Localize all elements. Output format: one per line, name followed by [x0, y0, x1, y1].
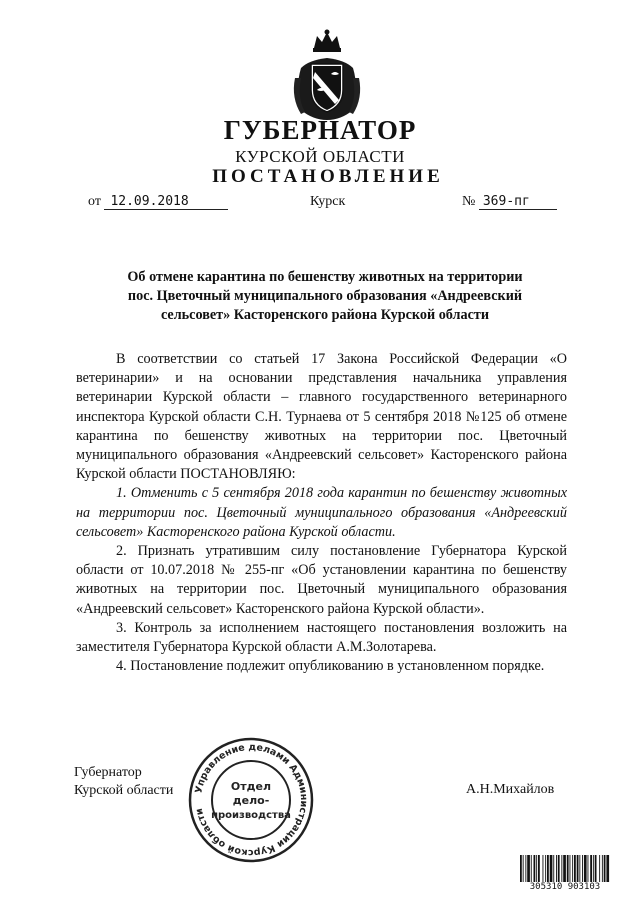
item-3: 3. Контроль за исполнением настоящего постановления возложить на заместителя Губернатора Курской области А.М.Золотарева. — [76, 619, 567, 656]
barcode-bar — [579, 855, 580, 885]
barcode-bar — [531, 855, 532, 885]
stamp-ring-text: Управление делами Администрации Курской области — [193, 741, 310, 859]
barcode-bar — [604, 855, 606, 885]
document-heading — [90, 268, 560, 325]
barcode-bar — [602, 855, 603, 885]
barcode-bar — [584, 855, 587, 885]
stamp-center-line: дело- — [232, 794, 270, 807]
document-body — [76, 350, 567, 676]
barcode-bar — [561, 855, 562, 885]
intro-paragraph: В соответствии со статьей 17 Закона Российской Федерации «О ветеринарии» и на основании представления начальника управления ветеринарии Курской области – главного государственного ветеринарного инспектора Курской области С.Н. Турнаева от 5 сентября 2018 №125 об отмене карантина по бешенству животных на территории пос. Цветочный муниципального образования «Андреевский сельсовет» Касторенского района Курской области ПОСТАНОВЛЯЮ: — [76, 351, 567, 483]
barcode-bar — [567, 855, 569, 885]
barcode-bar — [606, 855, 609, 885]
stamp-center-line: Отдел — [230, 780, 272, 793]
barcode-bar — [599, 855, 600, 885]
barcode-bar — [536, 855, 537, 885]
barcode-bar — [590, 855, 592, 885]
item-4: 4. Постановление подлежит опубликованию в установленном порядке. — [116, 658, 545, 675]
item-1: 1. Отменить с 5 сентября 2018 года карантин по бешенству животных на территории пос. Цветочный муниципального образования «Андреевский сельсовет» Касторенского района Курской области. — [76, 485, 567, 540]
barcode-bar — [543, 855, 544, 885]
document-city: Курск — [310, 194, 346, 209]
barcode-bar — [527, 855, 530, 885]
barcode-bar — [520, 855, 522, 885]
barcode-bar — [582, 855, 583, 885]
barcode-bar — [547, 855, 549, 885]
heading-line: пос. Цветочный муниципального образования «Андреевский — [127, 288, 523, 304]
date-value: 12.09.2018 — [104, 195, 228, 210]
document-type: ПОСТАНОВЛЕНИЕ — [212, 166, 444, 187]
barcode-bar — [572, 855, 573, 885]
signatory-name: А.Н.Михайлов — [466, 782, 555, 797]
barcode-bar — [534, 855, 536, 885]
barcode-bar — [523, 855, 524, 885]
signatory-position — [74, 764, 173, 800]
region-title: КУРСКОЙ ОБЛАСТИ — [235, 147, 405, 166]
number-prefix: № — [462, 194, 476, 209]
barcode-bar — [558, 855, 560, 885]
position-line: Губернатор — [74, 765, 142, 780]
item-2: 2. Признать утратившим силу постановление Губернатора Курской области от 10.07.2018 № 255-пг «Об установлении карантина по бешенству животных на территории пос. Цветочный муниципального образования «Андреевский сельсовет» Касторенского района Курской области». — [76, 543, 567, 617]
barcode-bar — [556, 855, 557, 885]
barcode-bar — [595, 855, 597, 885]
barcode-bar — [574, 855, 576, 885]
barcode-bar — [570, 855, 571, 885]
coat-of-arms-emblem — [287, 28, 367, 124]
stamp-center-line: производства — [211, 810, 291, 821]
barcode-bar — [525, 855, 526, 885]
document-number — [462, 194, 557, 210]
barcode-bar — [538, 855, 540, 885]
document-date — [88, 194, 228, 210]
number-value: 369-пг — [479, 195, 557, 210]
governor-title: ГУБЕРНАТОР — [223, 115, 417, 145]
barcode-bar — [563, 855, 566, 885]
barcode-number: 305310 903103 — [519, 882, 611, 893]
heading-line: Об отмене карантина по бешенству животных на территории — [127, 269, 523, 285]
position-line: Курской области — [74, 783, 174, 798]
barcode-bar — [593, 855, 594, 885]
heading-line: сельсовет» Касторенского района Курской области — [160, 307, 490, 323]
barcode-bar — [588, 855, 589, 885]
date-prefix: от — [88, 194, 101, 209]
barcode-bar — [550, 855, 553, 885]
barcode-bar — [545, 855, 546, 885]
official-stamp — [186, 735, 316, 865]
barcode-bar — [553, 855, 554, 885]
barcode-bar — [577, 855, 579, 885]
